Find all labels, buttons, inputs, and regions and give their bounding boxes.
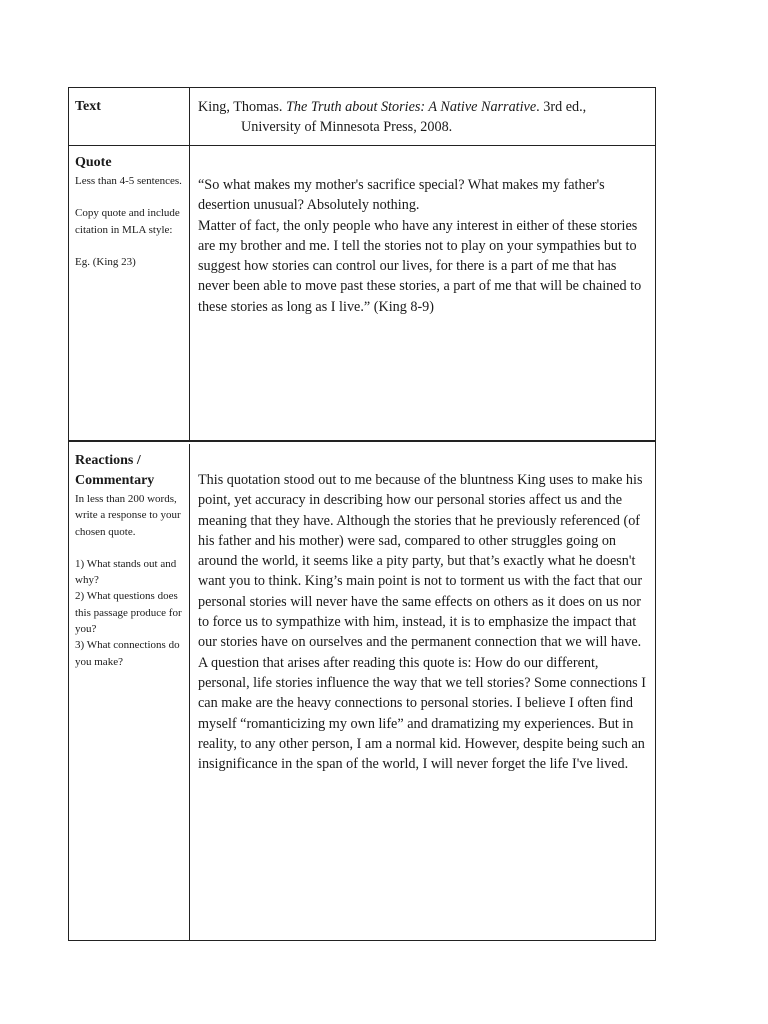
quote-instruction-example: Eg. (King 23): [75, 255, 136, 268]
reactions-label-cell: [69, 444, 190, 941]
quote-line-1: “So what makes my mother's sacrifice special? What makes my father's desertion unusual? Absolutely nothing.: [198, 177, 605, 214]
citation-title: The Truth about Stories: A Native Narrative: [286, 99, 537, 115]
citation-author: King, Thomas.: [198, 99, 287, 115]
reactions-row: [69, 444, 655, 941]
reactions-question-1: 1) What stands out and why?: [75, 557, 177, 587]
quote-line-2: Matter of fact, the only people who have any interest in either of these stories are my brother and me. I tell the stories not to play on your sympathies but to suggest how stories can control our lives, for there is a part of me that has never been able to move past these stories, a part of me that will be chained to these stories as long as I live.” (King 8-9): [198, 217, 642, 315]
quote-row: [69, 146, 655, 442]
reactions-instruction: In less than 200 words, write a response to your chosen quote.: [75, 493, 181, 538]
text-label-cell: [69, 88, 190, 145]
worksheet-table: [68, 87, 656, 941]
citation-cell: [190, 88, 655, 145]
text-row: [69, 88, 655, 146]
quote-label: Quote: [75, 155, 112, 170]
reactions-response-cell: [190, 444, 655, 941]
quote-instruction-citation: Copy quote and include citation in MLA style:: [75, 207, 180, 236]
text-label: Text: [75, 99, 101, 114]
reactions-question-3: 3) What connections do you make?: [75, 639, 180, 668]
reactions-response: This quotation stood out to me because of the bluntness King uses to make his point, yet accuracy in describing how our personal stories affect us and the meaning that they have. Although the stories that he previously referenced (of his father and his mother) were sad, compared to other struggles going on around the world, it seems like a pity party, but that’s exactly what he doesn't want you to think. King’s main point is not to torment us with the fact that our personal stories will never have the same effects on others as it does on us nor to force us to sympathize with him, instead, it is to emphasize the impact that our stories have on ourselves and the permanent connection that we will have. A question that arises after reading this quote is: How do our different, personal, life stories influence the way that we tell stories? Some connections I can make are the heavy connections to personal stories. I believe I often find myself “romanticizing my own life” and dramatizing my experiences. But in reality, to any other person, I am a normal kid. However, despite being such an insignificance in the span of the world, I will never forget the life I've lived.: [198, 472, 646, 773]
reactions-label: Reactions / Commentary: [75, 453, 155, 488]
quote-label-cell: [69, 146, 190, 440]
quote-text-cell: [190, 146, 655, 440]
citation: [198, 97, 647, 138]
citation-rest: . 3rd ed., University of Minnesota Press, 2008.: [241, 99, 587, 136]
reactions-question-2: 2) What questions does this passage produce for you?: [75, 590, 182, 636]
quote-instruction-length: Less than 4-5 sentences.: [75, 175, 182, 187]
